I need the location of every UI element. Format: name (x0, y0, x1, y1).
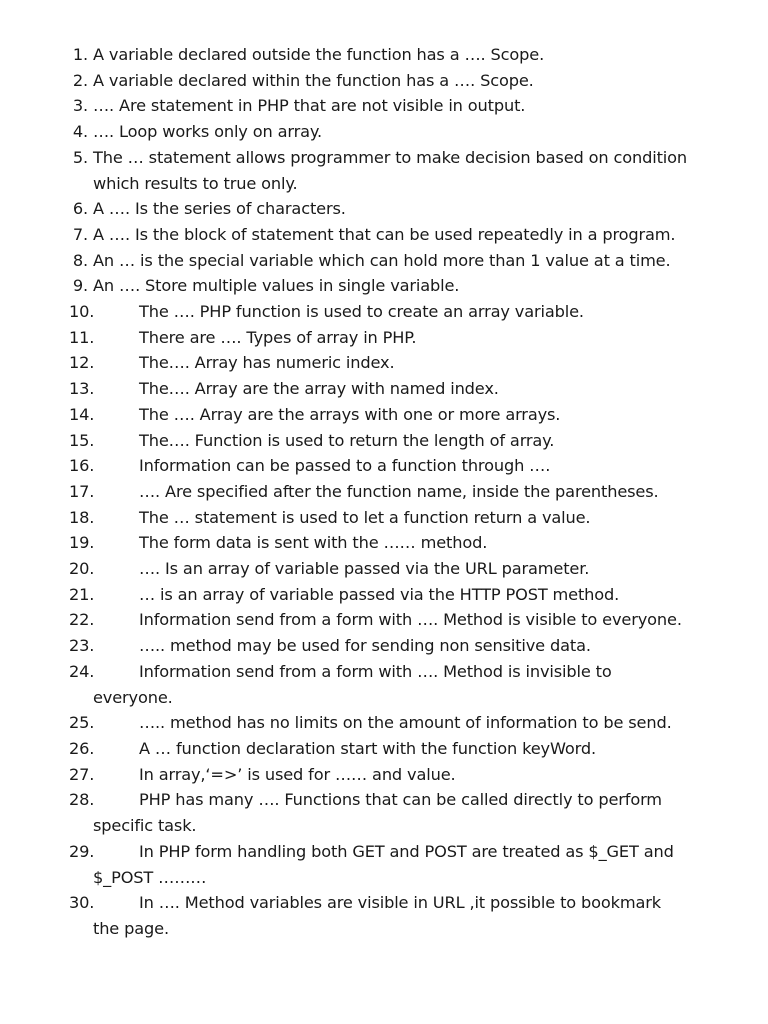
item-text: …. Are specified after the function name, inside the parentheses. (139, 481, 659, 501)
list-item (0, 736, 768, 762)
list-item (0, 582, 768, 608)
item-number: 22. (69, 610, 95, 630)
list-item (0, 710, 768, 736)
item-text: …. Loop works only on array. (93, 122, 322, 142)
item-text: The …. PHP function is used to create an array variable. (139, 302, 584, 322)
list-item (0, 299, 768, 325)
item-number: 26. (69, 738, 95, 758)
list-item (0, 428, 768, 454)
item-text: An … is the special variable which can hold more than 1 value at a time. (93, 250, 671, 270)
item-number: 16. (69, 456, 95, 476)
item-text-continuation: specific task. (93, 816, 197, 836)
item-text: …. Are statement in PHP that are not visible in output. (93, 96, 526, 116)
item-text: A variable declared within the function has a …. Scope. (93, 70, 534, 90)
item-number: 9. (72, 276, 88, 296)
item-text-continuation: the page. (93, 918, 169, 938)
list-item (0, 273, 768, 299)
item-text: The…. Array has numeric index. (139, 353, 395, 373)
list-item (0, 402, 768, 428)
item-text: PHP has many …. Functions that can be called directly to perform (139, 790, 662, 810)
item-number: 3. (72, 96, 88, 116)
list-item (0, 325, 768, 351)
item-text: Information send from a form with …. Method is invisible to (139, 661, 612, 681)
item-text: In array,‘=>’ is used for …… and value. (139, 764, 456, 784)
list-item (0, 196, 768, 222)
list-item (0, 633, 768, 659)
item-number: 24. (69, 661, 95, 681)
question-list (0, 42, 768, 942)
item-text-continuation: everyone. (93, 687, 173, 707)
list-item (0, 607, 768, 633)
item-number: 18. (69, 507, 95, 527)
item-text: Information can be passed to a function through …. (139, 456, 551, 476)
list-item (0, 453, 768, 479)
item-text: The … statement allows programmer to make decision based on condition (93, 147, 688, 167)
item-number: 1. (72, 45, 88, 64)
item-number: 23. (69, 636, 95, 656)
item-text: In …. Method variables are visible in URL ,it possible to bookmark (139, 893, 661, 913)
item-number: 13. (69, 379, 95, 399)
item-number: 20. (69, 559, 95, 579)
item-number: 4. (72, 122, 88, 142)
item-text: A …. Is the series of characters. (93, 199, 346, 219)
item-text: A variable declared outside the function has a …. Scope. (93, 45, 545, 64)
item-text: The…. Function is used to return the length of array. (139, 430, 555, 450)
item-text-continuation: $_POST ……… (93, 867, 207, 887)
item-text: … is an array of variable passed via the HTTP POST method. (139, 584, 620, 604)
list-item (0, 762, 768, 788)
item-text: ….. method may be used for sending non sensitive data. (139, 636, 591, 656)
item-number: 15. (69, 430, 95, 450)
list-item (0, 119, 768, 145)
item-number: 12. (69, 353, 95, 373)
item-number: 10. (69, 302, 95, 322)
list-item (0, 222, 768, 248)
item-number: 5. (72, 147, 88, 167)
item-text: The …. Array are the arrays with one or more arrays. (139, 404, 561, 424)
item-number: 14. (69, 404, 95, 424)
item-text: The…. Array are the array with named index. (139, 379, 499, 399)
item-text: A …. Is the block of statement that can be used repeatedly in a program. (93, 224, 676, 244)
list-item (0, 68, 768, 94)
item-number: 11. (69, 327, 95, 347)
list-item (0, 659, 768, 710)
item-number: 30. (69, 893, 95, 913)
list-item (0, 248, 768, 274)
list-item (0, 839, 768, 890)
item-text: In PHP form handling both GET and POST are treated as $_GET and (139, 841, 674, 861)
item-text: An …. Store multiple values in single variable. (93, 276, 460, 296)
item-number: 7. (72, 224, 88, 244)
list-item (0, 505, 768, 531)
list-item (0, 479, 768, 505)
list-item (0, 145, 768, 196)
item-text-continuation: which results to true only. (93, 173, 298, 193)
item-number: 8. (72, 250, 88, 270)
item-text: Information send from a form with …. Method is visible to everyone. (139, 610, 682, 630)
item-number: 2. (72, 70, 88, 90)
list-item (0, 556, 768, 582)
item-text: There are …. Types of array in PHP. (139, 327, 417, 347)
list-item (0, 350, 768, 376)
item-number: 27. (69, 764, 95, 784)
item-number: 29. (69, 841, 95, 861)
item-text: ….. method has no limits on the amount of information to be send. (139, 713, 672, 733)
item-text: A … function declaration start with the function keyWord. (139, 738, 596, 758)
item-number: 17. (69, 481, 95, 501)
list-item (0, 376, 768, 402)
item-number: 28. (69, 790, 95, 810)
item-text: The form data is sent with the …… method. (139, 533, 488, 553)
item-text: …. Is an array of variable passed via the URL parameter. (139, 559, 590, 579)
item-number: 19. (69, 533, 95, 553)
list-item (0, 890, 768, 941)
list-item (0, 530, 768, 556)
item-number: 6. (72, 199, 88, 219)
list-item (0, 93, 768, 119)
item-number: 25. (69, 713, 95, 733)
list-item (0, 42, 768, 68)
item-number: 21. (69, 584, 95, 604)
item-text: The … statement is used to let a function return a value. (139, 507, 591, 527)
list-item (0, 787, 768, 838)
